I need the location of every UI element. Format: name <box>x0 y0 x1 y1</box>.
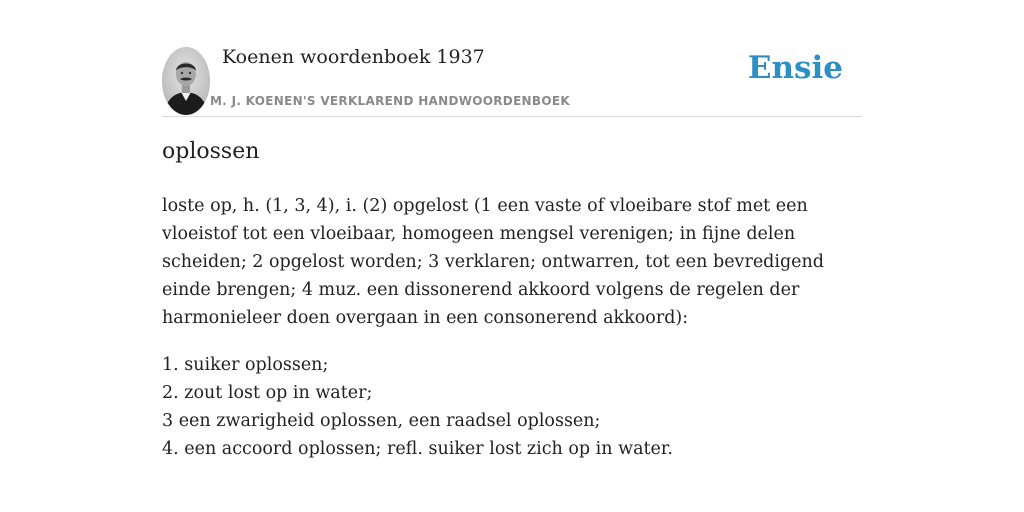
example-item: 2. zout lost op in water; <box>162 383 373 403</box>
ensie-logo[interactable]: Ensie <box>747 50 843 86</box>
example-item: 3 een zwarigheid oplossen, een raadsel oplossen; <box>162 411 601 431</box>
example-item: 4. een accoord oplossen; refl. suiker lost zich op in water. <box>162 439 673 459</box>
author-portrait <box>162 47 210 115</box>
author-portrait-image <box>162 47 210 115</box>
page <box>162 0 862 512</box>
entry-definition: loste op, h. (1, 3, 4), i. (2) opgelost (1 een vaste of vloeibare stof met een vloeistof tot een vloeibaar, homogeen mengsel verenigen; in fijne delen scheiden; 2 opgelost worden; 3 verklaren; ontwarren, tot een bevredigend einde brengen; 4 muz. een dissonerend akkoord volgens de regelen der harmonieleer doen overgaan in een consonerend akkoord): <box>162 196 825 328</box>
entry-word: oplossen <box>162 139 260 164</box>
example-item: 1. suiker oplossen; <box>162 355 329 375</box>
book-subtitle: M. J. KOENEN'S VERKLAREND HANDWOORDENBOEK <box>210 94 570 108</box>
examples-list <box>162 351 862 463</box>
book-title[interactable]: Koenen woordenboek 1937 <box>222 46 485 68</box>
header <box>162 0 862 117</box>
